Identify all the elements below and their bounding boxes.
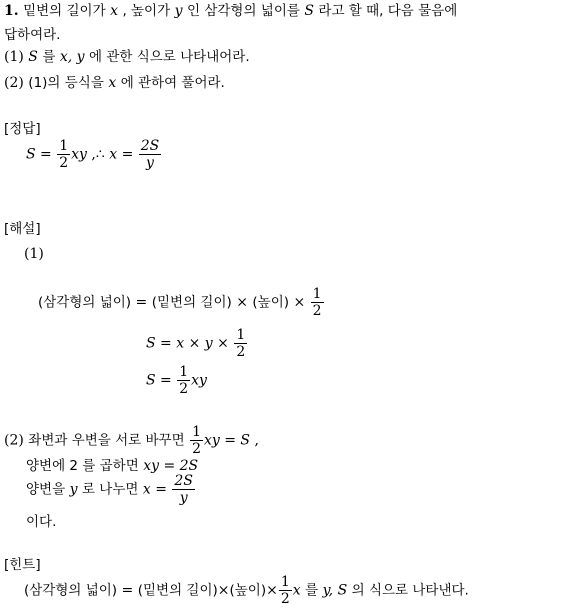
problem-number: 1.	[4, 3, 19, 19]
answer-title: [정답]	[4, 121, 41, 137]
hint-fraction: $\frac{1}{2}$	[280, 574, 290, 607]
var-S: S	[304, 3, 314, 19]
question-1-S: S	[28, 49, 38, 65]
solution-line-2: S = x × y × $\frac{1}{2}$	[146, 327, 246, 360]
question-2-x: x	[108, 75, 117, 91]
solution-line-3-fraction: $\frac{1}{2}$	[179, 364, 189, 397]
answer-formula	[26, 138, 162, 171]
problem-line-1	[4, 2, 457, 20]
solution-part-2-c-fraction: $\frac{2S}{y}$	[174, 473, 193, 506]
question-2-label: (2)	[4, 75, 24, 91]
question-2	[4, 74, 225, 92]
solution-line-2-fraction: $\frac{1}{2}$	[236, 327, 246, 360]
var-x: x	[110, 3, 118, 19]
answer-fraction-2s-y: $\frac{2S}{y}$	[140, 138, 160, 171]
problem-stem-c: 인 삼각형의 넓이를	[186, 3, 300, 19]
solution-part-1: (1)	[24, 246, 44, 262]
question-1-a: 를	[42, 49, 56, 65]
solution-line-3: S = $\frac{1}{2}$ xy	[146, 364, 207, 397]
answer-xy: xy	[71, 146, 87, 163]
solution-line-1-fraction: $\frac{1}{2}$	[312, 286, 322, 319]
base-length-label: (밑변의 길이)	[151, 294, 232, 311]
solution-part-2: (2) 좌변과 우변을 서로 바꾸면 $\frac{1}{2}$ xy = S ,	[4, 424, 259, 457]
height-label: (높이)	[252, 294, 290, 311]
question-1-vars: x, y	[59, 49, 85, 65]
problem-line-2: 답하여라.	[4, 27, 61, 43]
answer-fraction-half: $\frac{1}{2}$	[59, 138, 69, 171]
solution-part-2-line-b: 양변에 2 를 곱하면 xy = 2S	[26, 458, 199, 474]
question-2-b: 에 관하여 풀어라.	[120, 75, 225, 91]
solution-line-1: (삼각형의 넓이) = (밑변의 길이) × (높이) × $\frac{1}{2}$	[38, 286, 322, 319]
question-1-b: 에 관한 식으로 나타내어라.	[89, 49, 250, 65]
problem-stem-a: 밑변의 길이가	[23, 3, 106, 19]
solution-part-2-line-d: 이다.	[26, 514, 57, 530]
triangle-area-label: (삼각형의 넓이)	[38, 294, 132, 311]
solution-part-2-fraction: $\frac{1}{2}$	[192, 424, 201, 457]
problem-stem-d: 라고 할 때, 다음 물음에	[318, 3, 458, 19]
hint-formula: (삼각형의 넓이) = (밑변의 길이)×(높이)× $\frac{1}{2}$ x 를 y, S 의 식으로 나타낸다.	[24, 574, 469, 607]
question-1-label: (1)	[4, 49, 24, 65]
answer-x-eq: x =	[109, 146, 134, 163]
question-2-a: (1)의 등식을	[28, 75, 104, 91]
solution-title: [해설]	[4, 221, 41, 237]
solution-part-2-line-c: 양변을 y 로 나누면 x = $\frac{2S}{y}$	[26, 473, 193, 506]
answer-lhs: S =	[26, 146, 52, 163]
var-y: y	[174, 3, 183, 19]
answer-therefore: ,∴	[91, 146, 105, 163]
hint-title: [힌트]	[4, 557, 41, 573]
question-1	[4, 48, 250, 66]
problem-stem-b: , 높이가	[122, 3, 171, 19]
